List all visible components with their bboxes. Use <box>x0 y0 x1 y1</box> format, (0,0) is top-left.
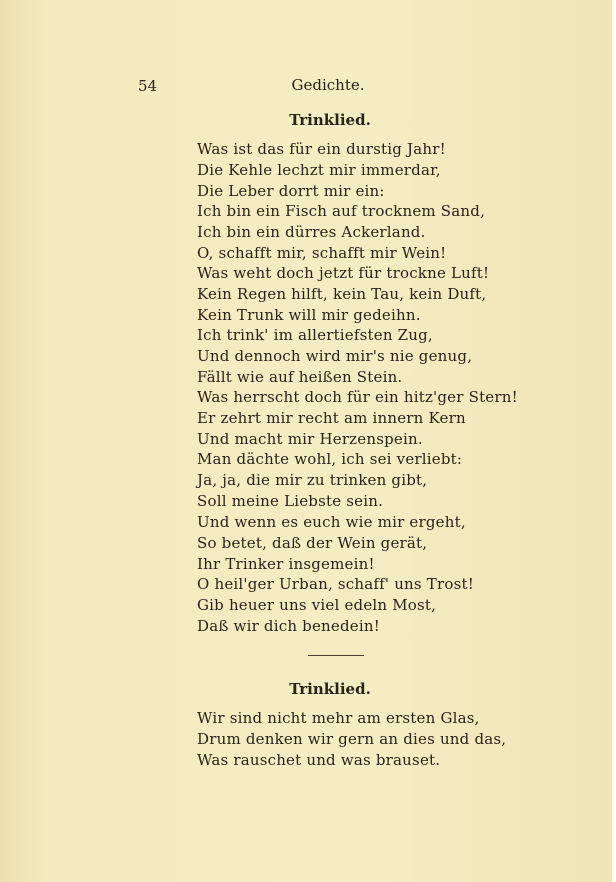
page-edge <box>612 0 616 882</box>
verse-line: Man dächte wohl, ich sei verliebt: <box>197 450 463 469</box>
verse-line: Ich trink' im allertiefsten Zug, <box>197 326 433 345</box>
running-title: Gedichte. <box>291 76 365 94</box>
stanza <box>197 139 485 264</box>
verse-line: Wir sind nicht mehr am ersten Glas, <box>197 709 480 727</box>
verse-line: So betet, daß der Wein gerät, <box>197 533 428 552</box>
verse-line: Und macht mir Herzenspein. <box>197 429 423 448</box>
poem-title: Trinklied. <box>289 680 371 698</box>
stanza <box>197 512 474 637</box>
page-number: 54 <box>138 77 158 95</box>
verse-line: Was rauschet und was brauset. <box>197 750 441 769</box>
stanza <box>197 708 506 770</box>
poem-title: Trinklied. <box>289 111 371 129</box>
verse-line: Soll meine Liebste sein. <box>197 491 384 510</box>
verse-line: Was herrscht doch für ein hitz'ger Stern! <box>197 388 518 406</box>
verse-line: Fällt wie auf heißen Stein. <box>197 367 403 386</box>
verse-line: Und wenn es euch wie mir ergeht, <box>197 513 466 531</box>
verse-line: Ihr Trinker insgemein! <box>197 554 375 573</box>
verse-line: Die Leber dorrt mir ein: <box>197 181 385 200</box>
verse-line: Er zehrt mir recht am innern Kern <box>197 408 466 427</box>
verse-line: Gib heuer uns viel edeln Most, <box>197 596 437 615</box>
verse-line: Ich bin ein Fisch auf trocknem Sand, <box>197 202 486 221</box>
stanza <box>197 387 518 512</box>
verse-line: Kein Regen hilft, kein Tau, kein Duft, <box>197 284 487 303</box>
verse-line: Drum denken wir gern an dies und das, <box>197 729 507 748</box>
verse-line: Und dennoch wird mir's nie genug, <box>197 347 473 366</box>
verse-line: Was ist das für ein durstig Jahr! <box>197 140 446 158</box>
verse-line: Die Kehle lechzt mir immerdar, <box>197 160 441 179</box>
verse-line: Was weht doch jetzt für trockne Luft! <box>197 264 490 282</box>
verse-line: Daß wir dich benedein! <box>197 616 380 635</box>
verse-line: Ich bin ein dürres Ackerland. <box>197 223 426 242</box>
verse-line: O heil'ger Urban, schaff' uns Trost! <box>197 575 474 594</box>
section-divider <box>308 655 364 656</box>
stanza <box>197 263 489 388</box>
verse-line: Kein Trunk will mir gedeihn. <box>197 305 421 324</box>
verse-line: Ja, ja, die mir zu trinken gibt, <box>197 471 428 490</box>
verse-line: O, schafft mir, schafft mir Wein! <box>197 243 447 262</box>
